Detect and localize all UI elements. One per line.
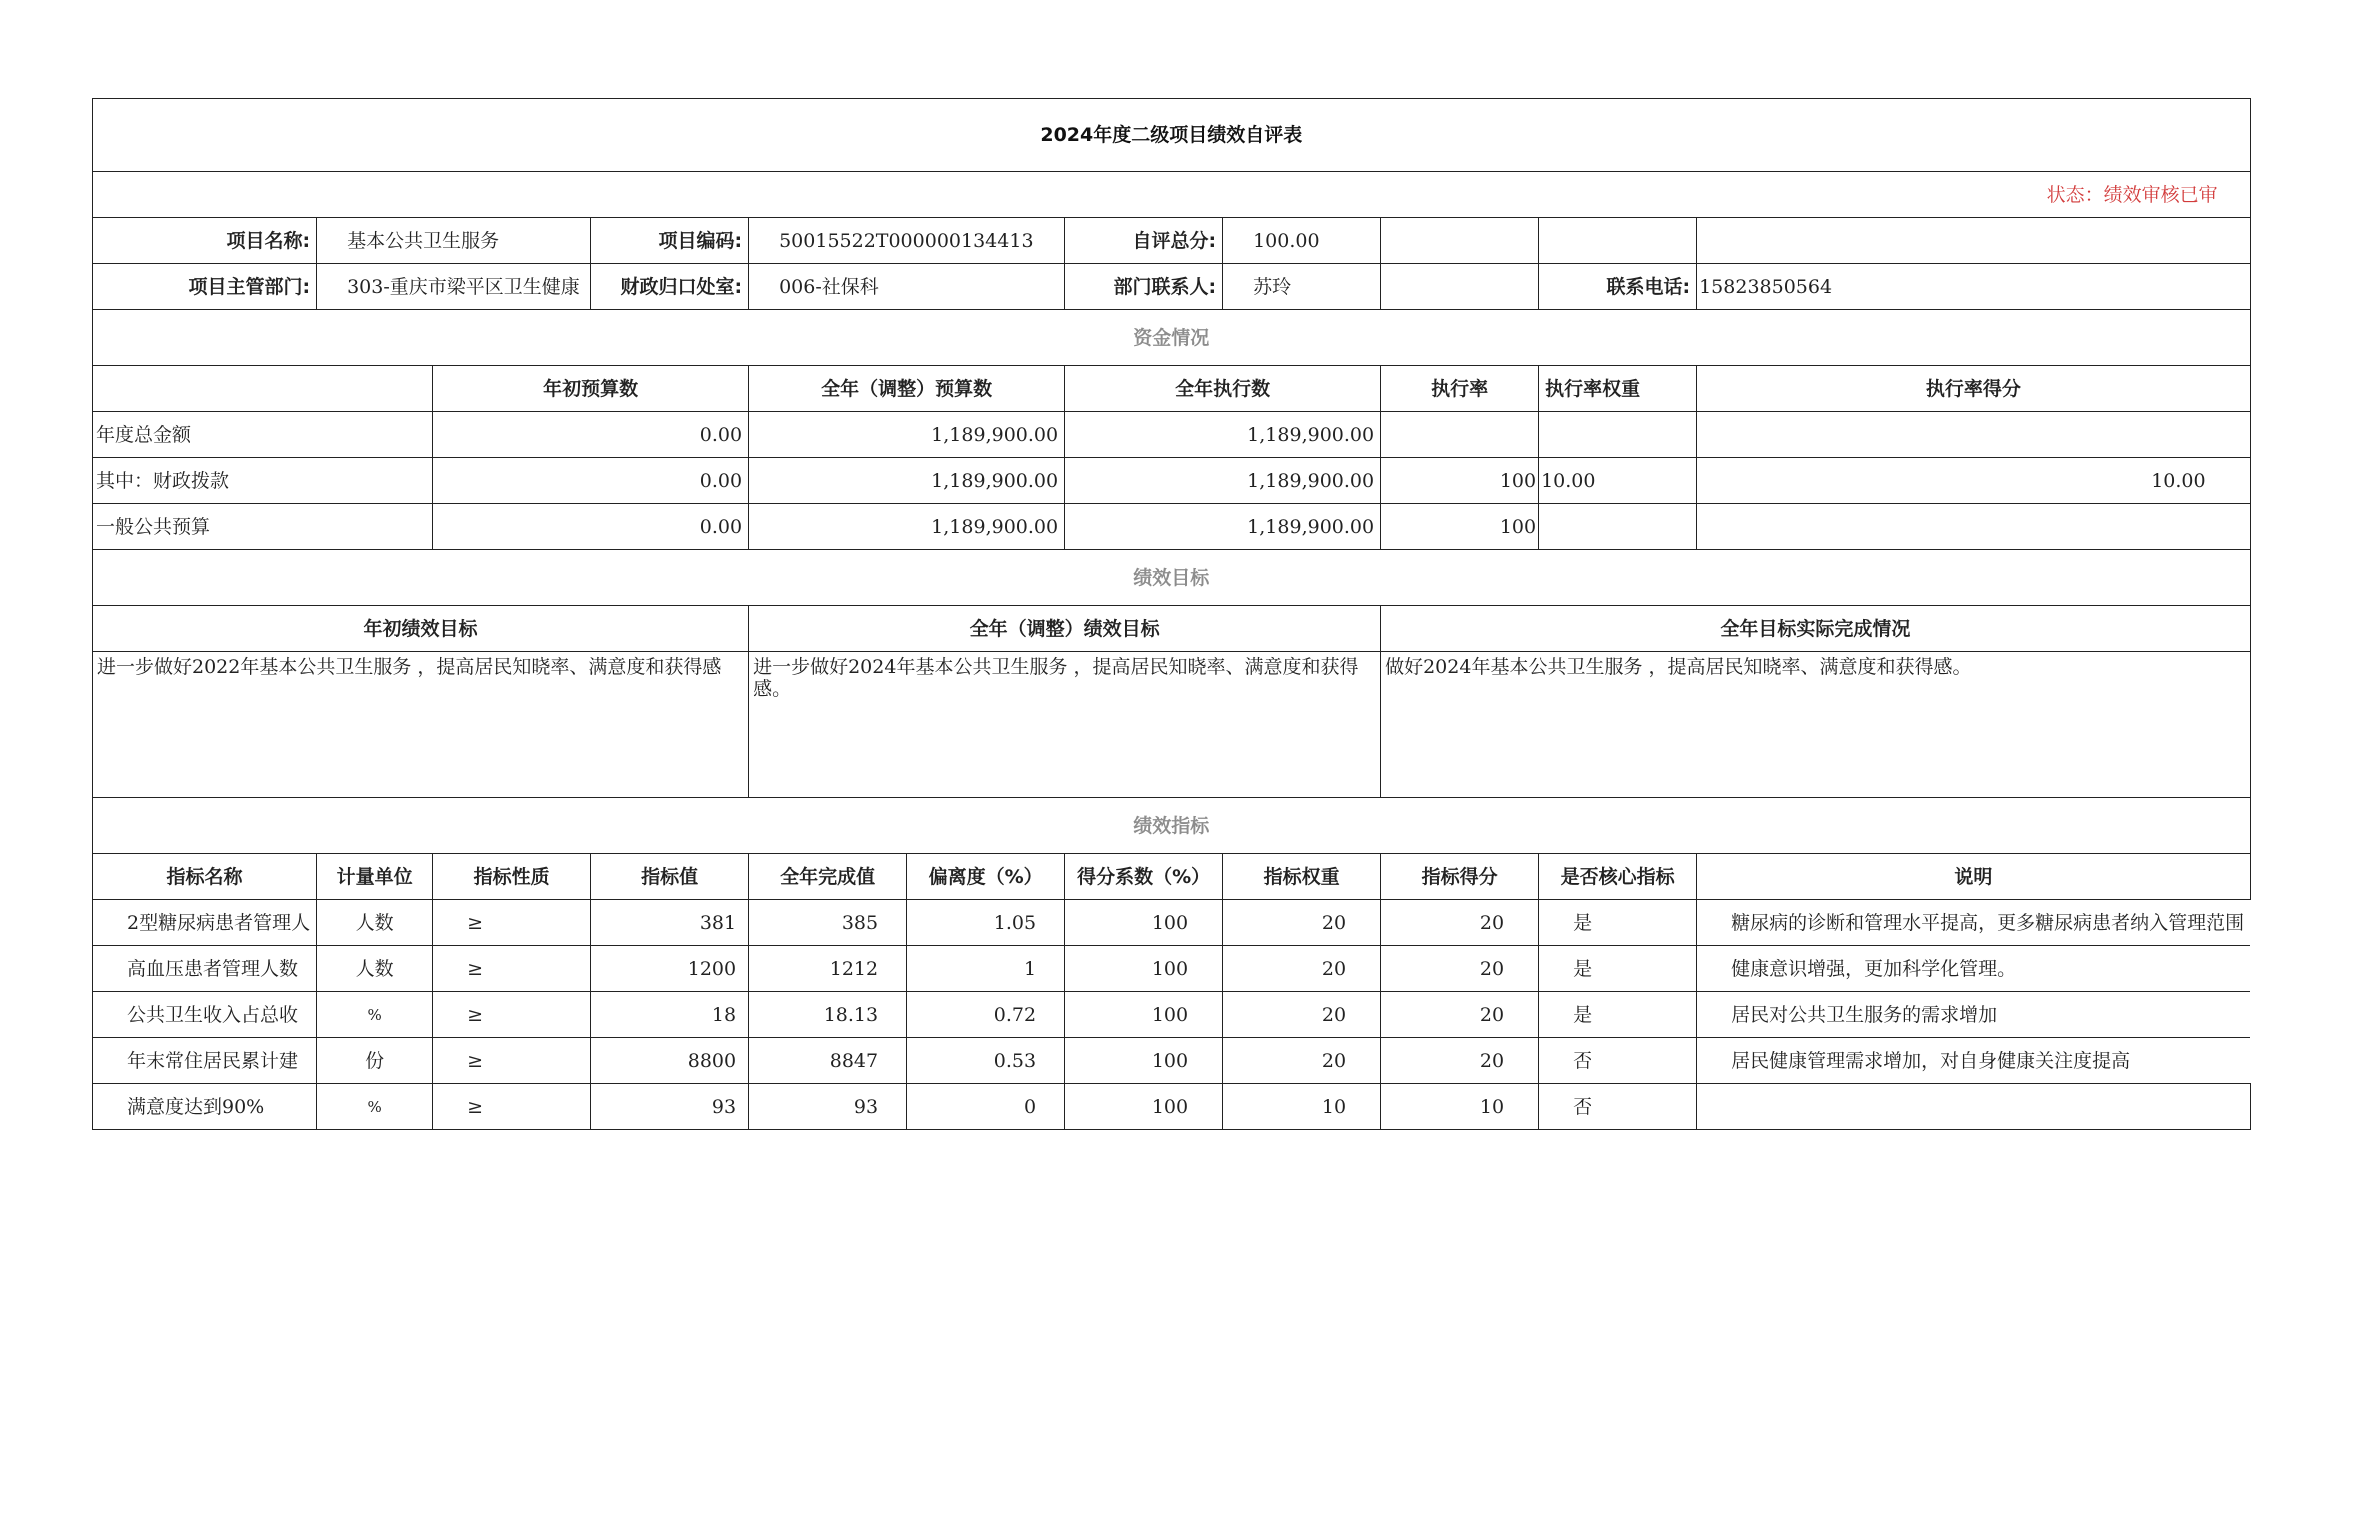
ind-coef: 100 (1065, 1038, 1223, 1084)
ind-nature: ≥ (433, 946, 591, 992)
ind-weight: 20 (1223, 992, 1381, 1038)
goal-initial-text: 进一步做好2022年基本公共卫生服务 ，提高居民知晓率、满意度和获得感 (93, 652, 749, 798)
finance-label: 财政归口处室: (591, 264, 749, 310)
goals-row (93, 652, 2251, 798)
ind-header-target: 指标值 (591, 854, 749, 900)
ind-note (1697, 1084, 2251, 1130)
funds-row-rate: 100 (1381, 504, 1539, 550)
info-row-2 (93, 264, 2251, 310)
project-code-label: 项目编码: (591, 218, 749, 264)
funds-row-executed: 1,189,900.00 (1065, 458, 1381, 504)
ind-unit: 人数 (317, 900, 433, 946)
empty-cell (1697, 218, 2251, 264)
funds-header-weight: 执行率权重 (1539, 366, 1697, 412)
ind-unit: % (317, 1084, 433, 1130)
self-evaluation-table (92, 98, 2251, 1130)
ind-weight: 10 (1223, 1084, 1381, 1130)
ind-target: 8800 (591, 1038, 749, 1084)
goal-actual-text: 做好2024年基本公共卫生服务 ，提高居民知晓率、满意度和获得感。 (1381, 652, 2251, 798)
phone-label: 联系电话: (1539, 264, 1697, 310)
ind-deviation: 1.05 (907, 900, 1065, 946)
funds-header-blank (93, 366, 433, 412)
ind-header-note: 说明 (1697, 854, 2251, 900)
contact-value: 苏玲 (1223, 264, 1381, 310)
ind-note: 居民健康管理需求增加，对自身健康关注度提高 (1697, 1038, 2251, 1084)
ind-name: 满意度达到90% (93, 1084, 317, 1130)
indicator-row (93, 992, 2251, 1038)
ind-unit: 份 (317, 1038, 433, 1084)
ind-core: 是 (1539, 946, 1697, 992)
ind-nature: ≥ (433, 1038, 591, 1084)
ind-coef: 100 (1065, 900, 1223, 946)
ind-score: 20 (1381, 1038, 1539, 1084)
goals-header-actual: 全年目标实际完成情况 (1381, 606, 2251, 652)
ind-actual: 1212 (749, 946, 907, 992)
phone-value: 15823850564 (1697, 264, 2251, 310)
ind-score: 20 (1381, 900, 1539, 946)
funds-row-adjusted: 1,189,900.00 (749, 458, 1065, 504)
funds-header-adjusted: 全年（调整）预算数 (749, 366, 1065, 412)
ind-coef: 100 (1065, 1084, 1223, 1130)
score-label: 自评总分: (1065, 218, 1223, 264)
ind-deviation: 0.72 (907, 992, 1065, 1038)
ind-deviation: 1 (907, 946, 1065, 992)
ind-deviation: 0.53 (907, 1038, 1065, 1084)
funds-row-weight (1539, 504, 1697, 550)
indicators-header-row (93, 854, 2251, 900)
ind-name: 2型糖尿病患者管理人 (93, 900, 317, 946)
ind-header-nature: 指标性质 (433, 854, 591, 900)
dept-label: 项目主管部门: (93, 264, 317, 310)
ind-target: 93 (591, 1084, 749, 1130)
empty-cell (1539, 218, 1697, 264)
funds-header-row (93, 366, 2251, 412)
funds-row-score (1697, 504, 2251, 550)
goals-section-title: 绩效目标 (93, 550, 2251, 606)
funds-row-weight: 10.00 (1539, 458, 1697, 504)
funds-header-executed: 全年执行数 (1065, 366, 1381, 412)
ind-note: 健康意识增强，更加科学化管理。 (1697, 946, 2251, 992)
ind-header-coef: 得分系数（%） (1065, 854, 1223, 900)
funds-row-weight (1539, 412, 1697, 458)
ind-header-score: 指标得分 (1381, 854, 1539, 900)
project-name-label: 项目名称: (93, 218, 317, 264)
ind-actual: 18.13 (749, 992, 907, 1038)
goals-header-initial: 年初绩效目标 (93, 606, 749, 652)
score-value: 100.00 (1223, 218, 1381, 264)
finance-value: 006-社保科 (749, 264, 1065, 310)
ind-core: 是 (1539, 992, 1697, 1038)
ind-target: 18 (591, 992, 749, 1038)
ind-weight: 20 (1223, 900, 1381, 946)
ind-header-weight: 指标权重 (1223, 854, 1381, 900)
status-text: 状态：绩效审核已审 (93, 172, 2251, 218)
ind-core: 是 (1539, 900, 1697, 946)
funds-row-executed: 1,189,900.00 (1065, 412, 1381, 458)
ind-weight: 20 (1223, 1038, 1381, 1084)
indicator-row (93, 1038, 2251, 1084)
funds-row (93, 458, 2251, 504)
funds-row-initial: 0.00 (433, 412, 749, 458)
ind-score: 20 (1381, 946, 1539, 992)
goals-header-row (93, 606, 2251, 652)
ind-header-name: 指标名称 (93, 854, 317, 900)
ind-target: 1200 (591, 946, 749, 992)
funds-header-rate: 执行率 (1381, 366, 1539, 412)
ind-nature: ≥ (433, 900, 591, 946)
ind-core: 否 (1539, 1038, 1697, 1084)
ind-header-actual: 全年完成值 (749, 854, 907, 900)
indicator-row (93, 1084, 2251, 1130)
funds-row-name: 其中：财政拨款 (93, 458, 433, 504)
funds-row-rate: 100 (1381, 458, 1539, 504)
funds-row-score (1697, 412, 2251, 458)
contact-label: 部门联系人: (1065, 264, 1223, 310)
funds-row-adjusted: 1,189,900.00 (749, 412, 1065, 458)
funds-header-initial: 年初预算数 (433, 366, 749, 412)
indicator-row (93, 946, 2251, 992)
funds-row-rate (1381, 412, 1539, 458)
indicator-row (93, 900, 2251, 946)
ind-unit: % (317, 992, 433, 1038)
ind-name: 高血压患者管理人数 (93, 946, 317, 992)
indicators-section-title: 绩效指标 (93, 798, 2251, 854)
ind-actual: 385 (749, 900, 907, 946)
dept-value: 303-重庆市梁平区卫生健康 (317, 264, 591, 310)
ind-coef: 100 (1065, 946, 1223, 992)
project-name-value: 基本公共卫生服务 (317, 218, 591, 264)
funds-section-title: 资金情况 (93, 310, 2251, 366)
ind-target: 381 (591, 900, 749, 946)
ind-coef: 100 (1065, 992, 1223, 1038)
ind-unit: 人数 (317, 946, 433, 992)
ind-score: 10 (1381, 1084, 1539, 1130)
funds-row (93, 412, 2251, 458)
funds-row-score: 10.00 (1697, 458, 2251, 504)
funds-row-name: 一般公共预算 (93, 504, 433, 550)
ind-actual: 93 (749, 1084, 907, 1130)
ind-core: 否 (1539, 1084, 1697, 1130)
funds-header-score: 执行率得分 (1697, 366, 2251, 412)
funds-row-adjusted: 1,189,900.00 (749, 504, 1065, 550)
ind-note: 糖尿病的诊断和管理水平提高，更多糖尿病患者纳入管理范围 (1697, 900, 2251, 946)
ind-nature: ≥ (433, 1084, 591, 1130)
ind-name: 公共卫生收入占总收 (93, 992, 317, 1038)
ind-actual: 8847 (749, 1038, 907, 1084)
page-title: 2024年度二级项目绩效自评表 (93, 99, 2251, 172)
funds-row-initial: 0.00 (433, 504, 749, 550)
info-row-1 (93, 218, 2251, 264)
funds-row-initial: 0.00 (433, 458, 749, 504)
project-code-value: 50015522T000000134413 (749, 218, 1065, 264)
ind-note: 居民对公共卫生服务的需求增加 (1697, 992, 2251, 1038)
funds-row-name: 年度总金额 (93, 412, 433, 458)
ind-header-deviation: 偏离度（%） (907, 854, 1065, 900)
ind-deviation: 0 (907, 1084, 1065, 1130)
goal-adjusted-text: 进一步做好2024年基本公共卫生服务 ，提高居民知晓率、满意度和获得感。 (749, 652, 1381, 798)
ind-nature: ≥ (433, 992, 591, 1038)
funds-row-executed: 1,189,900.00 (1065, 504, 1381, 550)
ind-score: 20 (1381, 992, 1539, 1038)
ind-header-core: 是否核心指标 (1539, 854, 1697, 900)
ind-name: 年末常住居民累计建 (93, 1038, 317, 1084)
ind-header-unit: 计量单位 (317, 854, 433, 900)
funds-row (93, 504, 2251, 550)
ind-weight: 20 (1223, 946, 1381, 992)
goals-header-adjusted: 全年（调整）绩效目标 (749, 606, 1381, 652)
